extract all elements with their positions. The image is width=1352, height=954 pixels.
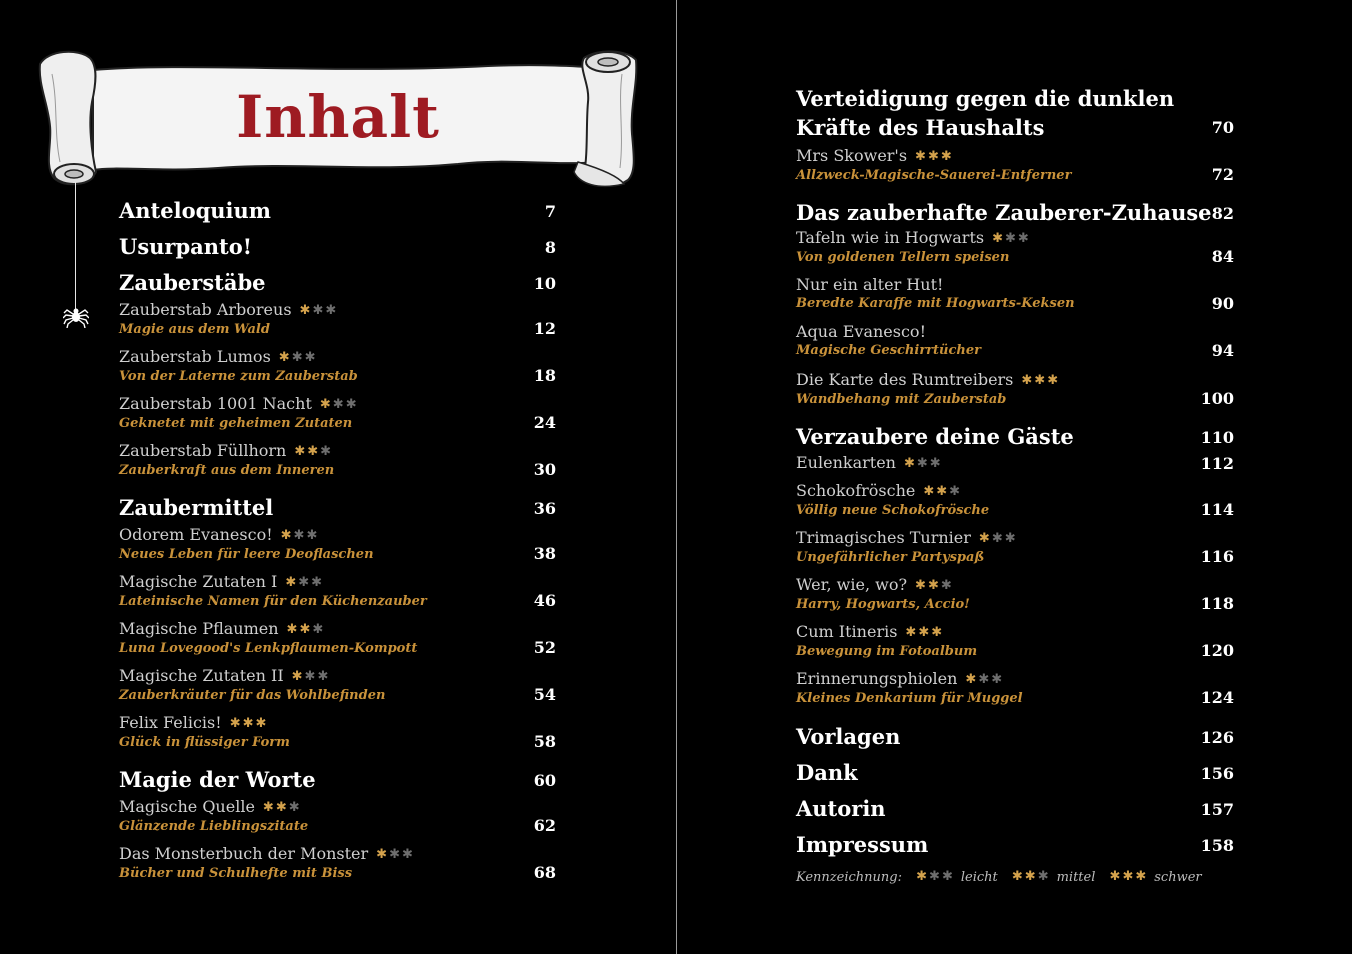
legend-stars-easy bbox=[916, 869, 955, 884]
entry-title bbox=[119, 394, 556, 415]
entry-title-text: Nur ein alter Hut! bbox=[796, 275, 944, 294]
entry-subtitle: Neues Leben für leere Deoflaschen bbox=[119, 547, 374, 562]
entry-page-number: 100 bbox=[1200, 389, 1234, 408]
entry-title bbox=[119, 270, 556, 296]
toc-item bbox=[119, 797, 556, 835]
entry-page-number: 46 bbox=[533, 591, 556, 610]
entry-title bbox=[796, 86, 1234, 112]
entry-title bbox=[119, 525, 556, 546]
entry-title-line2: Kräfte des Haushalts bbox=[796, 115, 1045, 140]
entry-title bbox=[796, 832, 1234, 858]
entry-subtitle: Von goldenen Tellern speisen bbox=[796, 250, 1010, 265]
difficulty-star-icon: ✱ bbox=[306, 528, 320, 543]
toc-item bbox=[796, 322, 1234, 359]
difficulty-star-icon: ✱ bbox=[936, 484, 950, 499]
entry-subtitle: Magische Geschirrtücher bbox=[796, 343, 981, 358]
difficulty-star-icon: ✱ bbox=[317, 669, 331, 684]
entry-title-text: Zaubermittel bbox=[119, 495, 274, 520]
difficulty-star-icon: ✱ bbox=[903, 456, 917, 471]
entry-subtitle: Bewegung im Fotoalbum bbox=[796, 644, 978, 659]
difficulty-star-icon: ✱ bbox=[915, 578, 928, 593]
entry-page-number: 90 bbox=[1211, 294, 1234, 313]
entry-page-number: 116 bbox=[1200, 547, 1234, 566]
toc-item bbox=[796, 228, 1234, 266]
difficulty-star-icon: ✱ bbox=[1037, 869, 1051, 884]
difficulty-stars bbox=[263, 798, 302, 818]
entry-title-text: Vorlagen bbox=[796, 724, 901, 749]
difficulty-stars bbox=[320, 395, 359, 415]
difficulty-star-icon: ✱ bbox=[312, 622, 326, 637]
difficulty-star-icon: ✱ bbox=[229, 716, 243, 731]
difficulty-star-icon: ✱ bbox=[918, 625, 932, 640]
entry-title bbox=[796, 669, 1234, 690]
difficulty-stars bbox=[992, 229, 1031, 249]
difficulty-stars bbox=[376, 845, 415, 865]
difficulty-star-icon: ✱ bbox=[294, 444, 308, 459]
entry-title bbox=[796, 760, 1234, 786]
entry-title-text: Zauberstab Arboreus bbox=[119, 300, 292, 319]
entry-title bbox=[119, 797, 556, 818]
entry-page-number: 54 bbox=[533, 685, 556, 704]
difficulty-stars bbox=[300, 301, 339, 321]
entry-page-number: 38 bbox=[533, 544, 556, 563]
entry-title-text: Mrs Skower's bbox=[796, 146, 908, 165]
entry-page-number: 18 bbox=[533, 366, 556, 385]
toc-item bbox=[796, 669, 1234, 707]
entry-page-number: 30 bbox=[533, 460, 556, 479]
entry-page-number: 36 bbox=[533, 499, 556, 518]
entry-page-number: 24 bbox=[533, 413, 556, 432]
difficulty-star-icon: ✱ bbox=[991, 672, 1005, 687]
difficulty-star-icon: ✱ bbox=[325, 303, 339, 318]
difficulty-star-icon: ✱ bbox=[242, 716, 256, 731]
difficulty-stars bbox=[279, 348, 318, 368]
entry-subtitle: Von der Laterne zum Zauberstab bbox=[119, 369, 358, 384]
entry-subtitle: Harry, Hogwarts, Accio! bbox=[796, 597, 970, 612]
difficulty-star-icon: ✱ bbox=[941, 869, 955, 884]
legend-medium: mittel bbox=[1056, 870, 1096, 885]
toc-item bbox=[796, 528, 1234, 566]
entry-title-text: Zauberstäbe bbox=[119, 270, 266, 295]
difficulty-stars bbox=[285, 573, 324, 593]
toc-item bbox=[119, 844, 556, 882]
entry-page-number: 60 bbox=[533, 771, 556, 790]
entry-page-number: 8 bbox=[544, 238, 556, 257]
entry-title-text: Eulenkarten bbox=[796, 453, 896, 472]
difficulty-star-icon: ✱ bbox=[304, 350, 318, 365]
entry-page-number: 70 bbox=[1211, 118, 1234, 137]
entry-title-text: Verzaubere deine Gäste bbox=[796, 424, 1074, 449]
difficulty-star-icon: ✱ bbox=[923, 484, 937, 499]
difficulty-star-icon: ✱ bbox=[291, 669, 305, 684]
entry-title bbox=[119, 495, 556, 521]
difficulty-stars bbox=[230, 714, 269, 734]
difficulty-star-icon: ✱ bbox=[298, 575, 312, 590]
entry-title bbox=[796, 228, 1234, 249]
entry-title bbox=[119, 666, 556, 687]
difficulty-stars bbox=[1021, 371, 1060, 391]
difficulty-star-icon: ✱ bbox=[376, 847, 390, 862]
difficulty-star-icon: ✱ bbox=[905, 625, 919, 640]
legend-stars-hard bbox=[1110, 869, 1149, 884]
entry-title-text: Die Karte des Rumtreibers bbox=[796, 370, 1014, 389]
entry-page-number: 84 bbox=[1211, 247, 1234, 266]
entry-title bbox=[796, 453, 1234, 474]
entry-subtitle: Lateinische Namen für den Küchenzauber bbox=[119, 594, 427, 609]
toc-chapter bbox=[119, 198, 556, 224]
difficulty-stars bbox=[281, 526, 320, 546]
entry-title-text: Magie der Worte bbox=[119, 767, 316, 792]
toc-chapter bbox=[796, 424, 1234, 450]
difficulty-stars bbox=[965, 670, 1004, 690]
entry-page-number: 12 bbox=[533, 319, 556, 338]
toc-item bbox=[796, 622, 1234, 660]
difficulty-star-icon: ✱ bbox=[304, 669, 318, 684]
entry-page-number: 156 bbox=[1200, 764, 1234, 783]
entry-title bbox=[796, 622, 1234, 643]
difficulty-star-icon: ✱ bbox=[293, 528, 307, 543]
entry-page-number: 157 bbox=[1200, 800, 1234, 819]
toc-item bbox=[796, 275, 1234, 312]
difficulty-star-icon: ✱ bbox=[940, 149, 954, 164]
toc-item bbox=[119, 347, 556, 385]
entry-title-text: Magische Quelle bbox=[119, 797, 255, 816]
entry-page-number: 158 bbox=[1200, 836, 1234, 855]
entry-title bbox=[119, 713, 556, 734]
difficulty-stars bbox=[287, 620, 326, 640]
toc-item bbox=[119, 394, 556, 432]
difficulty-star-icon: ✱ bbox=[1122, 869, 1136, 884]
entry-title-text: Dank bbox=[796, 760, 858, 785]
toc-item bbox=[796, 481, 1234, 519]
difficulty-stars bbox=[292, 667, 331, 687]
entry-title bbox=[796, 528, 1234, 549]
difficulty-star-icon: ✱ bbox=[280, 528, 294, 543]
entry-title bbox=[796, 322, 1234, 342]
toc-item bbox=[796, 146, 1234, 184]
difficulty-star-icon: ✱ bbox=[286, 622, 300, 637]
difficulty-star-icon: ✱ bbox=[1021, 373, 1035, 388]
toc-item bbox=[796, 453, 1234, 474]
toc-item bbox=[796, 575, 1234, 613]
difficulty-star-icon: ✱ bbox=[916, 456, 930, 471]
difficulty-star-icon: ✱ bbox=[1005, 231, 1018, 246]
entry-page-number: 72 bbox=[1211, 165, 1234, 184]
difficulty-star-icon: ✱ bbox=[262, 800, 276, 815]
entry-subtitle: Geknetet mit geheimen Zutaten bbox=[119, 416, 353, 431]
entry-title-text: Magische Zutaten I bbox=[119, 572, 278, 591]
entry-title bbox=[119, 347, 556, 368]
difficulty-star-icon: ✱ bbox=[915, 149, 928, 164]
difficulty-star-icon: ✱ bbox=[320, 444, 334, 459]
toc-chapter bbox=[796, 832, 1234, 858]
entry-title-text: Erinnerungsphiolen bbox=[796, 669, 958, 688]
entry-page-number: 120 bbox=[1200, 641, 1234, 660]
entry-title bbox=[119, 300, 556, 321]
difficulty-star-icon: ✱ bbox=[319, 397, 333, 412]
entry-title-text: Tafeln wie in Hogwarts bbox=[796, 228, 985, 247]
difficulty-star-icon: ✱ bbox=[1135, 869, 1149, 884]
difficulty-star-icon: ✱ bbox=[332, 397, 346, 412]
entry-page-number: 58 bbox=[533, 732, 556, 751]
difficulty-star-icon: ✱ bbox=[389, 847, 402, 862]
toc-item bbox=[119, 525, 556, 563]
entry-title bbox=[119, 198, 556, 224]
toc-item bbox=[119, 572, 556, 610]
entry-title-text: Trimagisches Turnier bbox=[796, 528, 971, 547]
difficulty-star-icon: ✱ bbox=[1109, 869, 1123, 884]
difficulty-star-icon: ✱ bbox=[311, 575, 325, 590]
difficulty-star-icon: ✱ bbox=[940, 578, 954, 593]
entry-page-number: 118 bbox=[1200, 594, 1234, 613]
entry-title bbox=[119, 572, 556, 593]
difficulty-star-icon: ✱ bbox=[278, 350, 292, 365]
toc-item bbox=[796, 370, 1234, 408]
entry-subtitle: Glück in flüssiger Form bbox=[119, 735, 290, 750]
entry-title-text: Zauberstab 1001 Nacht bbox=[119, 394, 312, 413]
difficulty-star-icon: ✱ bbox=[1011, 869, 1025, 884]
entry-title bbox=[119, 767, 556, 793]
difficulty-star-icon: ✱ bbox=[1017, 231, 1031, 246]
toc-chapter bbox=[796, 760, 1234, 786]
difficulty-star-icon: ✱ bbox=[288, 800, 302, 815]
entry-subtitle: Bücher und Schulhefte mit Biss bbox=[119, 866, 353, 881]
toc-chapter bbox=[119, 495, 556, 521]
entry-title-text: Das Monsterbuch der Monster bbox=[119, 844, 369, 863]
entry-page-number: 62 bbox=[533, 816, 556, 835]
difficulty-star-icon: ✱ bbox=[307, 444, 321, 459]
entry-page-number: 10 bbox=[533, 274, 556, 293]
difficulty-stars bbox=[923, 482, 962, 502]
difficulty-star-icon: ✱ bbox=[299, 622, 313, 637]
entry-title-text: Zauberstab Füllhorn bbox=[119, 441, 287, 460]
difficulty-star-icon: ✱ bbox=[916, 869, 930, 884]
entry-title-text: Zauberstab Lumos bbox=[119, 347, 271, 366]
entry-title-text: Usurpanto! bbox=[119, 234, 252, 259]
entry-title-text: Odorem Evanesco! bbox=[119, 525, 273, 544]
toc-chapter bbox=[796, 724, 1234, 750]
entry-title-text: Impressum bbox=[796, 832, 929, 857]
legend-stars-medium bbox=[1012, 869, 1051, 884]
toc-item bbox=[119, 441, 556, 479]
toc-item bbox=[119, 300, 556, 338]
entry-subtitle: Zauberkraft aus dem Inneren bbox=[119, 463, 335, 478]
toc-item bbox=[119, 666, 556, 704]
entry-page-number: 82 bbox=[1211, 204, 1234, 223]
entry-subtitle: Völlig neue Schokofrösche bbox=[796, 503, 990, 518]
entry-title bbox=[796, 370, 1234, 391]
entry-title bbox=[119, 844, 556, 865]
entry-title bbox=[119, 619, 556, 640]
entry-title bbox=[796, 481, 1234, 502]
entry-subtitle: Wandbehang mit Zauberstab bbox=[796, 392, 1007, 407]
entry-subtitle: Magie aus dem Wald bbox=[119, 322, 270, 337]
difficulty-stars bbox=[294, 442, 333, 462]
difficulty-star-icon: ✱ bbox=[991, 531, 1005, 546]
entry-title-text: Das zauberhafte Zauberer-Zuhause bbox=[796, 200, 1212, 225]
difficulty-star-icon: ✱ bbox=[299, 303, 313, 318]
spider-thread bbox=[75, 182, 76, 310]
entry-page-number: 112 bbox=[1200, 454, 1234, 473]
entry-subtitle: Glänzende Lieblingszitate bbox=[119, 819, 309, 834]
difficulty-star-icon: ✱ bbox=[291, 350, 305, 365]
entry-title bbox=[796, 275, 1234, 295]
difficulty-star-icon: ✱ bbox=[255, 716, 269, 731]
entry-title bbox=[796, 796, 1234, 822]
toc-chapter bbox=[796, 86, 1234, 141]
entry-subtitle: Ungefährlicher Partyspaß bbox=[796, 550, 985, 565]
legend-hard: schwer bbox=[1154, 870, 1202, 885]
difficulty-star-icon: ✱ bbox=[275, 800, 289, 815]
toc-item bbox=[119, 619, 556, 657]
entry-title bbox=[796, 200, 1234, 226]
difficulty-star-icon: ✱ bbox=[929, 869, 942, 884]
difficulty-star-icon: ✱ bbox=[1047, 373, 1061, 388]
entry-page-number: 94 bbox=[1211, 341, 1234, 360]
difficulty-star-icon: ✱ bbox=[978, 531, 992, 546]
entry-title bbox=[119, 441, 556, 462]
entry-subtitle: Zauberkräuter für das Wohlbefinden bbox=[119, 688, 386, 703]
difficulty-stars bbox=[979, 529, 1018, 549]
difficulty-stars bbox=[904, 454, 943, 474]
entry-page-number: 7 bbox=[544, 202, 556, 221]
difficulty-star-icon: ✱ bbox=[1024, 869, 1038, 884]
entry-page-number: 124 bbox=[1200, 688, 1234, 707]
difficulty-star-icon: ✱ bbox=[965, 672, 979, 687]
right-page bbox=[677, 0, 1352, 954]
toc-item bbox=[119, 713, 556, 751]
difficulty-star-icon: ✱ bbox=[931, 625, 945, 640]
entry-title bbox=[796, 424, 1234, 450]
entry-title bbox=[796, 146, 1234, 167]
entry-page-number: 114 bbox=[1200, 500, 1234, 519]
entry-title-text: Autorin bbox=[796, 796, 886, 821]
entry-title-text: Wer, wie, wo? bbox=[796, 575, 908, 594]
entry-title-text: Anteloquium bbox=[119, 198, 272, 223]
legend-easy: leicht bbox=[960, 870, 998, 885]
entry-title bbox=[119, 234, 556, 260]
difficulty-stars bbox=[915, 576, 954, 596]
entry-title-text: Magische Pflaumen bbox=[119, 619, 279, 638]
spider-icon bbox=[63, 306, 89, 328]
entry-title bbox=[796, 724, 1234, 750]
toc-chapter bbox=[119, 234, 556, 260]
difficulty-star-icon: ✱ bbox=[1004, 531, 1018, 546]
difficulty-legend bbox=[796, 869, 1202, 885]
toc-chapter bbox=[796, 200, 1234, 226]
difficulty-star-icon: ✱ bbox=[949, 484, 963, 499]
entry-title-text: Schokofrösche bbox=[796, 481, 916, 500]
entry-subtitle: Beredte Karaffe mit Hogwarts-Keksen bbox=[796, 296, 1075, 311]
entry-title-text: Magische Zutaten II bbox=[119, 666, 284, 685]
difficulty-star-icon: ✱ bbox=[927, 149, 941, 164]
entry-page-number: 126 bbox=[1200, 728, 1234, 747]
toc-chapter bbox=[119, 767, 556, 793]
difficulty-star-icon: ✱ bbox=[927, 578, 941, 593]
difficulty-stars bbox=[905, 623, 944, 643]
toc-chapter bbox=[119, 270, 556, 296]
contents-title: Inhalt bbox=[236, 83, 440, 151]
entry-title-text: Felix Felicis! bbox=[119, 713, 222, 732]
difficulty-stars bbox=[915, 147, 954, 167]
entry-page-number: 52 bbox=[533, 638, 556, 657]
difficulty-star-icon: ✱ bbox=[1034, 373, 1048, 388]
entry-title bbox=[796, 575, 1234, 596]
entry-subtitle: Allzweck-Magische-Sauerei-Entferner bbox=[796, 168, 1072, 183]
legend-label: Kennzeichnung: bbox=[796, 870, 902, 885]
difficulty-star-icon: ✱ bbox=[401, 847, 415, 862]
difficulty-star-icon: ✱ bbox=[345, 397, 359, 412]
entry-title-text: Cum Itineris bbox=[796, 622, 898, 641]
entry-subtitle: Luna Lovegood's Lenkpflaumen-Kompott bbox=[119, 641, 418, 656]
difficulty-star-icon: ✱ bbox=[312, 303, 326, 318]
entry-title-text: Aqua Evanesco! bbox=[796, 322, 926, 341]
difficulty-star-icon: ✱ bbox=[285, 575, 299, 590]
entry-subtitle: Kleines Denkarium für Muggel bbox=[796, 691, 1023, 706]
entry-page-number: 110 bbox=[1200, 428, 1234, 447]
difficulty-star-icon: ✱ bbox=[929, 456, 943, 471]
difficulty-star-icon: ✱ bbox=[978, 672, 992, 687]
entry-page-number: 68 bbox=[533, 863, 556, 882]
difficulty-star-icon: ✱ bbox=[992, 231, 1005, 246]
entry-title-text: Verteidigung gegen die dunklen bbox=[796, 86, 1175, 111]
toc-chapter bbox=[796, 796, 1234, 822]
